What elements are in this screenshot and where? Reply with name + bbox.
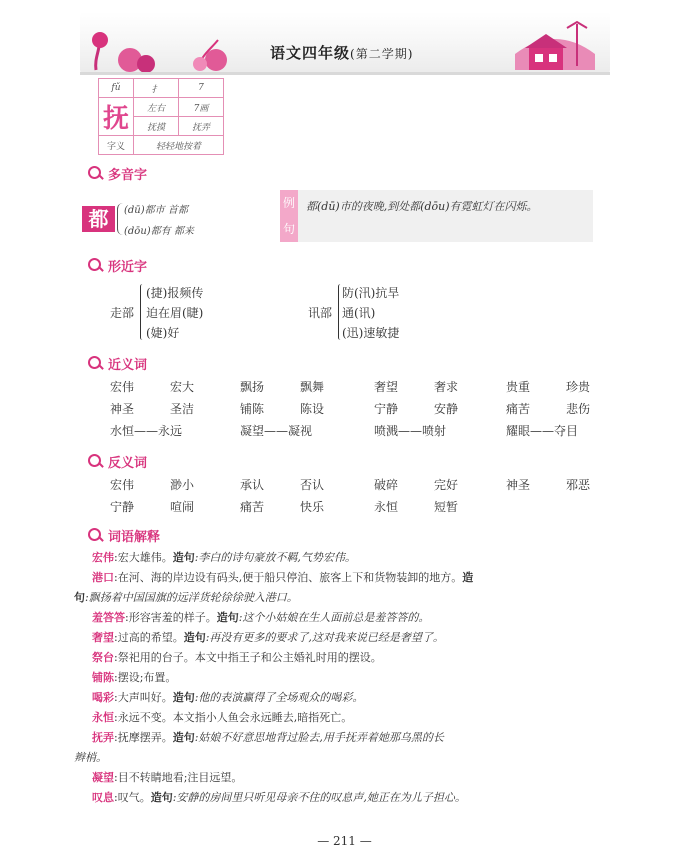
antonyms-word: 破碎	[374, 478, 399, 492]
explanation-line	[92, 728, 612, 748]
antonyms-word: 邪恶	[566, 478, 591, 492]
example-label: 造句	[216, 611, 239, 624]
header-title-sub: (第二学期)	[350, 47, 414, 61]
flower-decoration-left	[88, 26, 238, 74]
explanation-term: 叹息	[92, 791, 114, 804]
shape-g1-item3: (婕)好	[146, 326, 180, 340]
antonyms-word: 宁静	[110, 500, 135, 514]
explanation-definition: :在河、海的岸边设有码头,便于船只停泊、旅客上下和货物装卸的地方。	[114, 571, 463, 584]
synonyms-word: 安静	[434, 402, 459, 416]
magnifier-icon	[88, 356, 104, 372]
example-label: 造	[462, 571, 474, 584]
explanation-term: 羞答答	[92, 611, 125, 624]
example-sentence: :安静的房间里只听见母亲不住的叹息声,她正在为儿子担心。	[172, 791, 466, 804]
shape-g2-item1: 防(汛)抗旱	[342, 286, 400, 300]
explanation-line	[92, 768, 612, 788]
header-rule	[80, 72, 610, 75]
example-sentence: :这个小姑娘在生人面前总是羞答答的。	[238, 611, 430, 624]
explanation-line	[92, 608, 612, 628]
antonyms-word: 喧闹	[170, 500, 195, 514]
example-label: 造句	[172, 691, 195, 704]
explanation-definition: :大声叫好。	[114, 691, 173, 704]
synonyms-word: 珍贵	[566, 380, 591, 394]
section-shape-label: 形近字	[108, 260, 148, 275]
explanation-line	[92, 628, 612, 648]
explanation-definition: :祭祀用的台子。本文中指王子和公主婚礼时用的摆设。	[114, 651, 382, 664]
example-label: 造句	[183, 631, 206, 644]
explanation-line	[74, 588, 612, 608]
antonyms-word: 宏伟	[110, 478, 135, 492]
example-sentence: :李白的诗句豪放不羁,气势宏伟。	[194, 551, 356, 564]
section-synonym-label: 近义词	[108, 358, 148, 373]
explanation-definition: :过高的希望。	[114, 631, 184, 644]
explanation-term: 港口	[92, 571, 114, 584]
shape-g1-item2: 迫在眉(睫)	[146, 306, 204, 320]
explanation-definition: :目不转睛地看;注目远望。	[114, 771, 243, 784]
structure-cell: 左右	[134, 98, 179, 117]
synonyms-word: 水恒——永远	[110, 424, 183, 438]
pinyin-cell: fǔ	[99, 79, 134, 98]
explanation-term: 永恒	[92, 711, 114, 724]
shape-group2-label: 讯部	[308, 306, 333, 320]
synonyms-word: 奢望	[374, 380, 399, 394]
explanation-definition: :抚摩摆弄。	[114, 731, 173, 744]
synonyms-word: 痛苦	[506, 402, 531, 416]
section-shape-heading	[88, 256, 147, 275]
header-title	[270, 42, 413, 63]
meaning-label: 字义	[99, 136, 134, 155]
shape-g2-item2: 通(讯)	[342, 306, 376, 320]
shape-g2-item3: (迅)速敏捷	[342, 326, 400, 340]
shape-group1-brace	[140, 284, 145, 340]
example-label: 造句	[172, 731, 195, 744]
header-title-main: 语文四年级	[270, 44, 351, 62]
word-cell-1: 抚摸	[134, 117, 179, 136]
synonyms-word: 悲伤	[566, 402, 591, 416]
section-polyphone-heading	[88, 164, 147, 183]
example-label: 句	[74, 591, 85, 604]
synonyms-word: 宏大	[170, 380, 195, 394]
example-label: 造句	[172, 551, 195, 564]
magnifier-icon	[88, 454, 104, 470]
synonyms-word: 宁静	[374, 402, 399, 416]
radical-cell: 扌	[134, 79, 179, 98]
explanation-definition: :宏大雄伟。	[114, 551, 173, 564]
magnifier-icon	[88, 258, 104, 274]
example-sentence: :飘扬着中国国旗的远洋货轮徐徐驶入港口。	[85, 591, 298, 604]
explanation-line	[74, 748, 612, 768]
page-number: — 211 —	[317, 834, 372, 848]
synonyms-word: 神圣	[110, 402, 135, 416]
explanation-term: 祭台	[92, 651, 114, 664]
synonyms-word: 贵重	[506, 380, 531, 394]
explanation-term: 凝望	[92, 771, 114, 784]
section-explain-heading	[88, 526, 160, 545]
example-tag: 例句	[280, 190, 298, 242]
explanation-line	[92, 668, 612, 688]
shape-g1-item1: (捷)报频传	[146, 286, 204, 300]
explanation-definition: :摆设;布置。	[114, 671, 177, 684]
section-explain-label: 词语解释	[108, 530, 161, 545]
stroke-cell: 7	[179, 79, 224, 98]
synonyms-word: 宏伟	[110, 380, 135, 394]
meaning-cell: 轻轻地按着	[134, 136, 224, 155]
example-label: 造句	[150, 791, 173, 804]
pronunciation-2: (dōu)都有 都来	[124, 226, 194, 237]
explanation-line	[92, 688, 612, 708]
antonyms-word: 永恒	[374, 500, 399, 514]
polyphone-character: 都	[82, 206, 115, 232]
antonyms-word: 短暂	[434, 500, 459, 514]
example-sentence: :他的表演赢得了全场观众的喝彩。	[194, 691, 364, 704]
stroke-count-cell: 7画	[179, 98, 224, 117]
magnifier-icon	[88, 166, 104, 182]
pronunciation-1: (dū)都市 首都	[124, 205, 188, 216]
pron-brace	[117, 203, 124, 235]
example-sentence: :再没有更多的要求了,这对我来说已经是奢望了。	[205, 631, 444, 644]
explanation-line	[92, 548, 612, 568]
antonyms-word: 完好	[434, 478, 459, 492]
antonyms-word: 渺小	[170, 478, 195, 492]
explanation-line	[92, 708, 612, 728]
example-sentence: 辫梢。	[74, 751, 107, 764]
explanation-line	[92, 788, 612, 808]
synonyms-word: 铺陈	[240, 402, 265, 416]
explanation-term: 铺陈	[92, 671, 114, 684]
explanation-line	[92, 648, 612, 668]
synonyms-word: 陈设	[300, 402, 325, 416]
section-antonym-heading	[88, 452, 147, 471]
example-sentence: :姑娘不好意思地背过脸去,用手抚弄着她那乌黑的长	[194, 731, 444, 744]
antonyms-word: 否认	[300, 478, 325, 492]
section-polyphone-label: 多音字	[108, 168, 148, 183]
synonyms-word: 飘舞	[300, 380, 325, 394]
target-character: 抚	[99, 98, 134, 136]
section-antonym-label: 反义词	[108, 456, 148, 471]
antonyms-word: 痛苦	[240, 500, 265, 514]
explanation-definition: :形容害羞的样子。	[125, 611, 217, 624]
explanation-list	[74, 548, 612, 808]
word-cell-2: 抚弄	[179, 117, 224, 136]
synonyms-word: 喷溅——喷射	[374, 424, 447, 438]
character-table	[98, 78, 224, 155]
shape-group1-label: 走部	[110, 306, 135, 320]
synonyms-word: 凝望——凝视	[240, 424, 313, 438]
explanation-term: 喝彩	[92, 691, 114, 704]
synonyms-word: 飘扬	[240, 380, 265, 394]
magnifier-icon	[88, 528, 104, 544]
synonyms-word: 耀眼——夺目	[506, 424, 579, 438]
example-sentence: 都(dū)市的夜晚,到处都(dōu)有霓虹灯在闪烁。	[306, 200, 538, 213]
synonyms-word: 圣洁	[170, 402, 195, 416]
antonyms-word: 快乐	[300, 500, 325, 514]
explanation-term: 宏伟	[92, 551, 114, 564]
house-decoration-right	[505, 14, 605, 74]
explanation-definition: :永远不变。本文指小人鱼会永远睡去,暗指死亡。	[114, 711, 353, 724]
section-synonym-heading	[88, 354, 147, 373]
explanation-term: 奢望	[92, 631, 114, 644]
explanation-definition: :叹气。	[114, 791, 151, 804]
explanation-line	[92, 568, 612, 588]
antonyms-word: 神圣	[506, 478, 531, 492]
explanation-term: 抚弄	[92, 731, 114, 744]
synonyms-word: 奢求	[434, 380, 459, 394]
antonyms-word: 承认	[240, 478, 265, 492]
